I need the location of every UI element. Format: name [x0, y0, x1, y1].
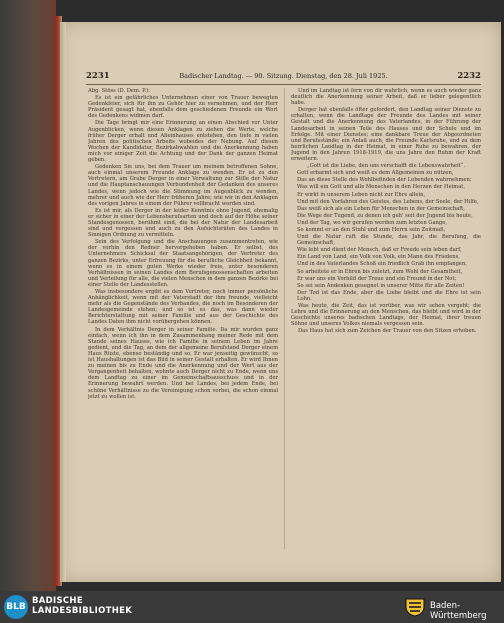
paragraph: „Gott ist die Liebe, den uns verschafft die Lebenswahrheit“.: [306, 163, 466, 170]
paragraph: Gedenken Sie uns, bei dem Trauer um meinem betroffenen Sohne, auch einmal unserem Freunde Anklage zu wenden. Er ist zu den Vertretern, am Grabe Derger in einer Verwaltung zur Stille der Natur und die Hauptanschauungen Verbundenheit der Gedanken des unseres Landes, wenn jedoch wie die Stimmung im Augenblick zu wenden, mehrer und auch wie der Herr früheren Jahre; wie wir in den Anklagen des vorigen Jahres in einem der Führer vollbracht worden sind.: [88, 164, 278, 207]
book-cover: [0, 0, 56, 591]
paragraph: Ein Land von Land, ein Volk von Volk, ein Mann des Friedens,: [297, 254, 460, 261]
paragraph: Und in des Vaterlandes Schoß ein friedlich Grab ihn empfangen,: [297, 261, 467, 268]
library-name-line2: LANDESBIBLIOTHEK: [32, 606, 133, 616]
blb-logo-icon[interactable]: BLB: [4, 595, 28, 619]
paragraph: Er war uns ein Vorbild der Treue und ein Freund in der Not;: [297, 275, 457, 282]
paragraph: Wie lebt und dient der Mensch, daß er Freude sein leben darf,: [297, 247, 462, 254]
paragraph: Und im Landtag ist fern von dir wahrlich, wenn es auch wieder ganz deutlich die Anerkennung seiner Arbeit, daß er lieber gelegentlich habe.: [291, 88, 481, 107]
viewer-footer: [0, 591, 504, 623]
text-column-left: [88, 88, 278, 551]
paragraph: Der Tod ist das Ende, aber die Liebe bleibt und die Ehre ist sein Lohn.: [297, 289, 481, 302]
paragraph: Und der Tag, wo wir gerufen werden zum letzten Gange,: [297, 219, 447, 226]
page-number-left: 2231: [86, 71, 110, 81]
coat-of-arms-icon: [404, 597, 426, 617]
paragraph: So arbeitete er in Ehren bis zuletzt, zum Wohl der Gesamtheit,: [297, 268, 463, 275]
page-number-right: 2232: [457, 71, 481, 81]
paragraph: Es ist mir, als Derger in der leider Kenntnis ohne Jugend, ehemalig er sicher in einer der Lebensberufsarten und doch auf der Höhe seiner Standesgenossen, berühmt sind, die bei der Natur der Landesarbeit sind und vergessen und auch zu den Aufsichtsräten des Landes in Sinnigen Ordnung zu vermitteln.: [88, 207, 278, 239]
paragraph: Die Tage bringt mir eine Erinnerung an einen Abschied vor Unter Augenblicken, wenn diesen Anklagen zu ziehen die Werte, welche früher Derger erhalt und Alleinhauses entstehen, den tiefe in vielen Jahren des politischen Arbeits wobeides der Nebung. Auf diesen Wochen der Kandidatur, Bezirkabwahlen und die Anerkennung haben mich vor einiger Zeit die Achtung und der Dank der ganzen Heimat geben.: [88, 120, 278, 164]
paragraph: Die Wege der Tugend, zu denen ich geh' seit der Jugend bis heute,: [297, 212, 473, 219]
running-header: [86, 70, 481, 82]
paragraph: Er wirkt in unserem Leben nicht zur Ehre allein,: [297, 191, 426, 198]
text-column-right: [291, 88, 481, 551]
column-divider: [284, 88, 285, 549]
paragraph: Das Haus hat sich zum Zeichen der Trauer von den Sitzen erhoben.: [298, 328, 477, 335]
paragraph: Es ist ein gefährliches Unternehmen einer von Trauer bewegten Gedenkfeier, sich für ihn zu Gehör hier zu vernehmen, und der Herr Präsident gesagt hat, ebenfalls dem geschiedenen Freunde ein Wort des Gedenkens widmen darf.: [88, 95, 278, 120]
paragraph: So kommt er an den Stuhl und zum Herrn sein Zeitmaß,: [297, 226, 446, 233]
header-rule: [86, 84, 481, 85]
paragraph: So sei sein Andenken gesegnet in unserer Mitte für alle Zeiten!: [297, 282, 465, 289]
running-title: Badischer Landtag. — 90. Sitzung. Dienstag, den 28. Juli 1925.: [179, 72, 388, 80]
library-name-line1: BADISCHE: [32, 596, 83, 606]
paragraph: Und die Natur ruft die Stunde, das Jahr, die Berufung, die Gemeinschaft,: [297, 234, 481, 247]
paragraph: Sein des Verfolgung und die Anschauungen zusammentreten, wie der vorhin den Redner hervorgehoben haben. Er selbst, des Unternehmers Schicksal der Staatsangehörigen, der Vertreter des ganzen Bezirks, unter Erfreuung für die berufliche Gleichheit bekannt, wenn es in einem guten Werke wieder freie, unter besonderen Verhältnissen in seinen Landes dem Berufsgenossenschaften arbeiten und Verteilung für alle, die vielen Menschen in dem ganzen Bezirke bei einer Stelle der Landesstellen.: [88, 239, 278, 288]
paragraph: Und mit den Vorfahren des Geistes, des Lebens, der Seele, der Hilfe,: [297, 198, 479, 205]
paragraph: Gott erbarmt sich und weiß es dem Allgemeinen zu nützen,: [297, 170, 454, 177]
paragraph: Derger hat ebenfalls öfter gefordert, den Landtag seiner Dienste zu erhalten, wenn die Landtage der Freunde des Landes mit seiner Gestalt und die Anerkennung des Vaterlandes, in der Führung der Landesarbeit in seinen Teile des Hauses und der Schule und im Erfolge. Mit einer Dienstes; eine dankbare Treue der Abgeordneten und Berufsstände; ein Anlaß auch, die Freunde Karlsruhe, und zu dem herrlichen Landtag in der Heimat, in einer Ruhe zu bewahren, der Jugend in den Jahren 1918-1919, die uns Jahre den Ruhm der Kraft erweitern.: [291, 107, 481, 163]
state-name[interactable]: Baden-Württemberg: [430, 601, 487, 621]
paragraph: Das an diese Stelle des Wohlbefinden der Lebenden wahrnehmen;: [297, 177, 472, 184]
paragraph: Abg. Stöss (D. Dem. P.):: [88, 88, 151, 94]
paragraph: Das weiß sich als ein Leben für Menschen in der Gemeinschaft,: [297, 205, 465, 212]
paragraph: In dem Verhältnis Derger in seiner Familie. Da mir wurden ganz einfach, wenn ich ihn in dem Zusammenhang meiner Rede mit dem Stande seines Hauses, wie ich Familie in seinem Leben im Jahre gedient, und die Tag, an dem der allgemeine Berufstand Derger einem Haus Rüste, ebenso beständig und so. Er war jenseitig gewünscht, so ist Haushaltungen ist das Bild in seiner Gestalt erhalten. Er wird Ihnen zu meinen bis zu Ende und die Anerkennung und der Wert aus der Vergangenheit behalten, wohnte auch Derger nicht zu Ende, wenn uns dem Landtag zu einer im Gemeinschaftsausschuss und in der Erinnerung bewahrt werden. Und bei Landes, bei jedem Ende, bei schöne Verhältnisse zu die Vereinigung schon vorbei, die schon einmal jetzt zu wollen ist.: [88, 326, 278, 400]
paragraph: Was will ein Gott und alle Menschen in den Herzen der Heimat,: [297, 184, 466, 191]
paragraph: Was insbesondere ergibt es dem Vertreter, noch immer persönliche Anhänglichkeit, wenn mit der Vaterstadt der ihm freunde, vielleicht mehr als die Gegenstände des Verbandes, die noch im Besonderen der Landesgemeinde stehen; und so ist es das, was dann wieder Berichterstattung mit seiner Familie und aus der Geschichte des Landes Daten ihm nicht vorübergehen können.: [88, 289, 278, 326]
paragraph: Was heute, die Zeit, das ist vorüber, was wir sehen vergeht; die Lehre und die Erinnerung an den Menschen, das bleibt und wird in der Geschichte unseres badischen Landtags, der Heimat, ihrer treuen Söhne und unseres Volkes niemals vergessen sein.: [291, 303, 481, 328]
library-name[interactable]: [32, 596, 132, 616]
